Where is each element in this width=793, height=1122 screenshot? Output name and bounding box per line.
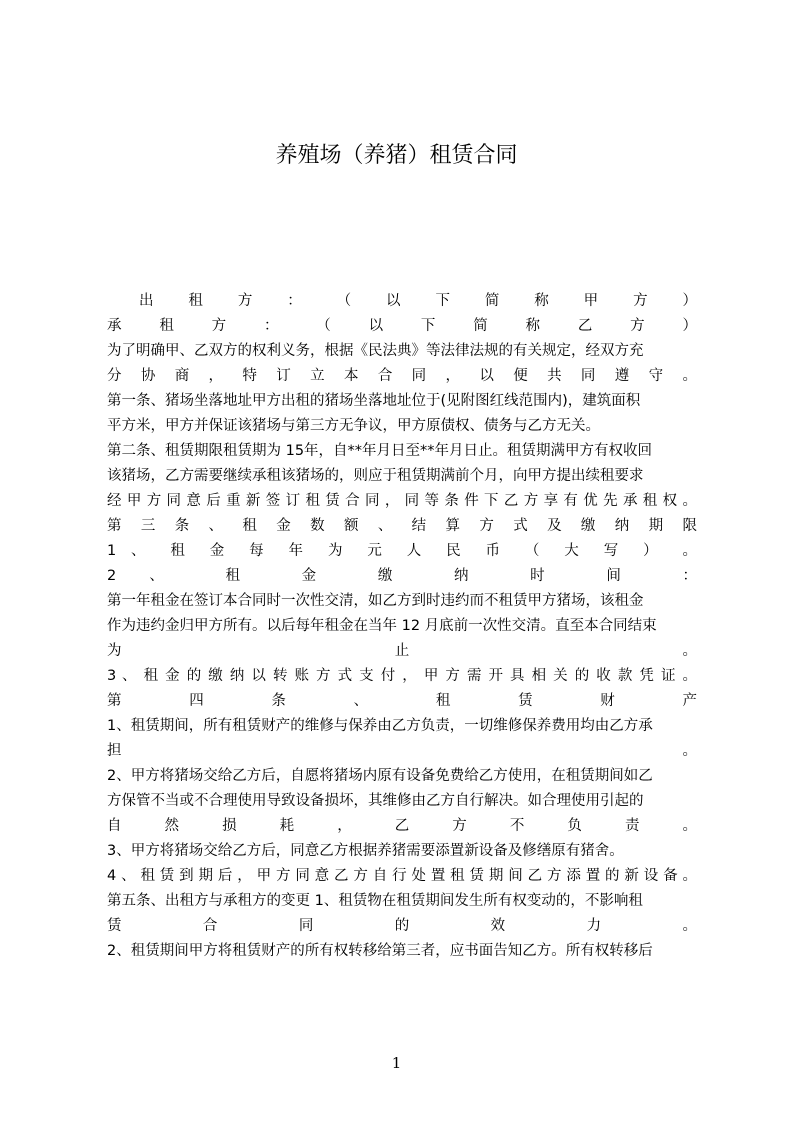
text-line: 第二条、租赁期限租赁期为 15年，自**年月日至**年月日止。租赁期满甲方有权收回 (107, 443, 653, 459)
text-line: 经甲方同意后重新签订租赁合同，同等条件下乙方享有优先承租权。 (107, 493, 697, 509)
text-line: 第一年租金在签订本合同时一次性交清，如乙方到时违约而不租赁甲方猪场，该租金 (107, 593, 644, 609)
text-line: 3、甲方将猪场交给乙方后，同意乙方根据养猪需要添置新设备及修缮原有猪舍。 (107, 843, 624, 859)
text-line: 2、甲方将猪场交给乙方后，自愿将猪场内原有设备免费给乙方使用，在租赁期间如乙 (107, 768, 653, 784)
text-line: 担 。 (107, 743, 697, 759)
text-line: 为 止 。 (107, 643, 697, 659)
page-number: 1 (391, 1054, 402, 1072)
document-title: 养殖场（养猪）租赁合同 (275, 143, 518, 168)
text-line: 自 然 损 耗 ， 乙 方 不 负 责 。 (107, 818, 697, 834)
contract-body (107, 289, 697, 964)
text-line: 第五条、出租方与承租方的变更 1、租赁物在租赁期间发生所有权变动的，不影响租 (107, 893, 643, 909)
text-line: 赁 合 同 的 效 力 。 (107, 918, 697, 934)
text-line: 第 四 条 、 租 赁 财 产 (107, 693, 697, 709)
text-line: 方保管不当或不合理使用导致设备损坏，其维修由乙方自行解决。如合理使用引起的 (107, 793, 644, 809)
text-line: 为了明确甲、乙双方的权利义务，根据《民法典》等法律法规的有关规定，经双方充 (107, 343, 644, 359)
text-line: 分 协 商 ， 特 订 立 本 合 同 ， 以 便 共 同 遵 守 。 (107, 368, 697, 384)
text-line: 作为违约金归甲方所有。以后每年租金在当年 12 月底前一次性交清。直至本合同结束 (107, 618, 657, 634)
text-line: 2、租赁期间甲方将租赁财产的所有权转移给第三者，应书面告知乙方。所有权转移后 (107, 943, 653, 959)
text-line: 1、租赁期间，所有租赁财产的维修与保养由乙方负责，一切维修保养费用均由乙方承 (107, 718, 653, 734)
text-line: 承 租 方 ： （ 以 下 简 称 乙 方 ） (107, 318, 697, 334)
text-line: 3 、 租 金 的 缴 纳 以 转 账 方 式 支 付 ， 甲 方 需 开 具 相 关 的 收 款 凭 证 。 (107, 668, 697, 684)
text-line: 4、租赁到期后，甲方同意乙方自行处置租赁期间乙方添置的新设备。 (107, 868, 697, 884)
text-line: 第 三 条 、 租 金 数 额 、 结 算 方 式 及 缴 纳 期 限 (107, 518, 697, 534)
text-line: 1 、 租 金 每 年 为 元 人 民 币 （ 大 写 ） 。 (107, 543, 697, 559)
text-line: 该猪场，乙方需要继续承租该猪场的，则应于租赁期满前个月，向甲方提出续租要求 (107, 468, 644, 484)
text-line: 第一条、猪场坐落地址甲方出租的猪场坐落地址位于(见附图红线范围内)，建筑面积 (107, 393, 641, 409)
text-line: 出 租 方 ： （ 以 下 简 称 甲 方 ） (139, 293, 697, 309)
text-line: 2 、 租 金 缴 纳 时 间 ： (107, 568, 697, 584)
text-line: 平方米，甲方并保证该猪场与第三方无争议，甲方原债权、债务与乙方无关。 (107, 418, 600, 434)
